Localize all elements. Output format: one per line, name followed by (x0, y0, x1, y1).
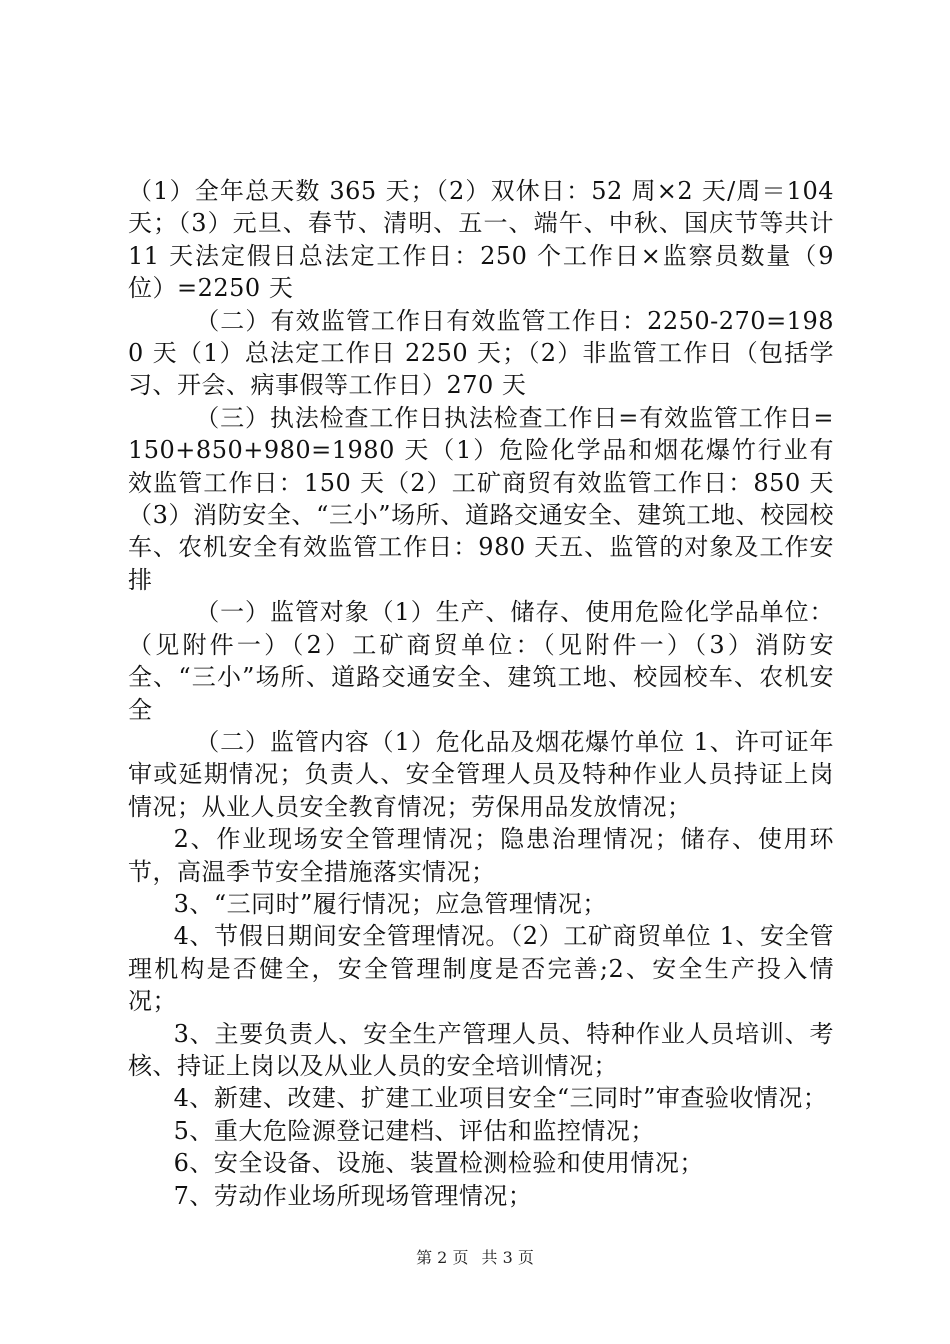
list-item: 4、新建、改建、扩建工业项目安全“三同时”审查验收情况； (173, 1084, 828, 1113)
list-item: 4、节假日期间安全管理情况。（2）工矿商贸单位 1、安全管理机构是否健全，安全管理制度是否完善;2、安全生产投入情况； (128, 922, 834, 1016)
paragraph-days-breakdown: （1）全年总天数 365 天；（2）双休日：52 周×2 天/周＝104 天；（3）元旦、春节、清明、五一、端午、中秋、国庆节等共计 11 天法定假日总法定工作日：250 个工作日×监察员数量（9 位）=2250 天 (128, 177, 834, 303)
paragraph-inspection-workdays: （三）执法检查工作日执法检查工作日=有效监管工作日=150+850+980=1980 天（1）危险化学品和烟花爆竹行业有效监管工作日：150 天（2）工矿商贸有效监管工作日：850 天（3）消防安全、“三小”场所、道路交通安全、建筑工地、校园校车、农机安全有效监管工作日：980 天五、监管的对象及工作安排 (128, 403, 834, 594)
page-number: 第 2 页 (416, 1248, 469, 1267)
list-item: 6、安全设备、设施、装置检测检验和使用情况； (173, 1149, 704, 1178)
list-item: 5、重大危险源登记建档、评估和监控情况； (173, 1116, 655, 1145)
list-item: 3、主要负责人、安全生产管理人员、特种作业人员培训、考核、持证上岗以及从业人员的安全培训情况； (128, 1019, 834, 1080)
list-item: 3、“三同时”履行情况；应急管理情况； (173, 889, 607, 918)
page-total: 共 3 页 (481, 1248, 534, 1267)
paragraph-supervision-targets: （一）监管对象（1）生产、储存、使用危险化学品单位：（见附件一）（2）工矿商贸单位：（见附件一）（3）消防安全、“三小”场所、道路交通安全、建筑工地、校园校车、农机安全 (128, 598, 834, 724)
paragraph-effective-workdays: （二）有效监管工作日有效监管工作日：2250-270=1980 天（1）总法定工作日 2250 天；（2）非监管工作日（包括学习、开会、病事假等工作日）270 天 (128, 306, 834, 400)
document-body (128, 175, 834, 1212)
page-footer (0, 1245, 950, 1268)
list-item: 2、作业现场安全管理情况；隐患治理情况；储存、使用环节，高温季节安全措施落实情况； (128, 825, 834, 886)
paragraph-supervision-content: （二）监管内容（1）危化品及烟花爆竹单位 1、许可证年审或延期情况；负责人、安全管理人员及特种作业人员持证上岗情况；从业人员安全教育情况；劳保用品发放情况； (128, 727, 834, 821)
list-item: 7、劳动作业场所现场管理情况； (173, 1181, 533, 1210)
